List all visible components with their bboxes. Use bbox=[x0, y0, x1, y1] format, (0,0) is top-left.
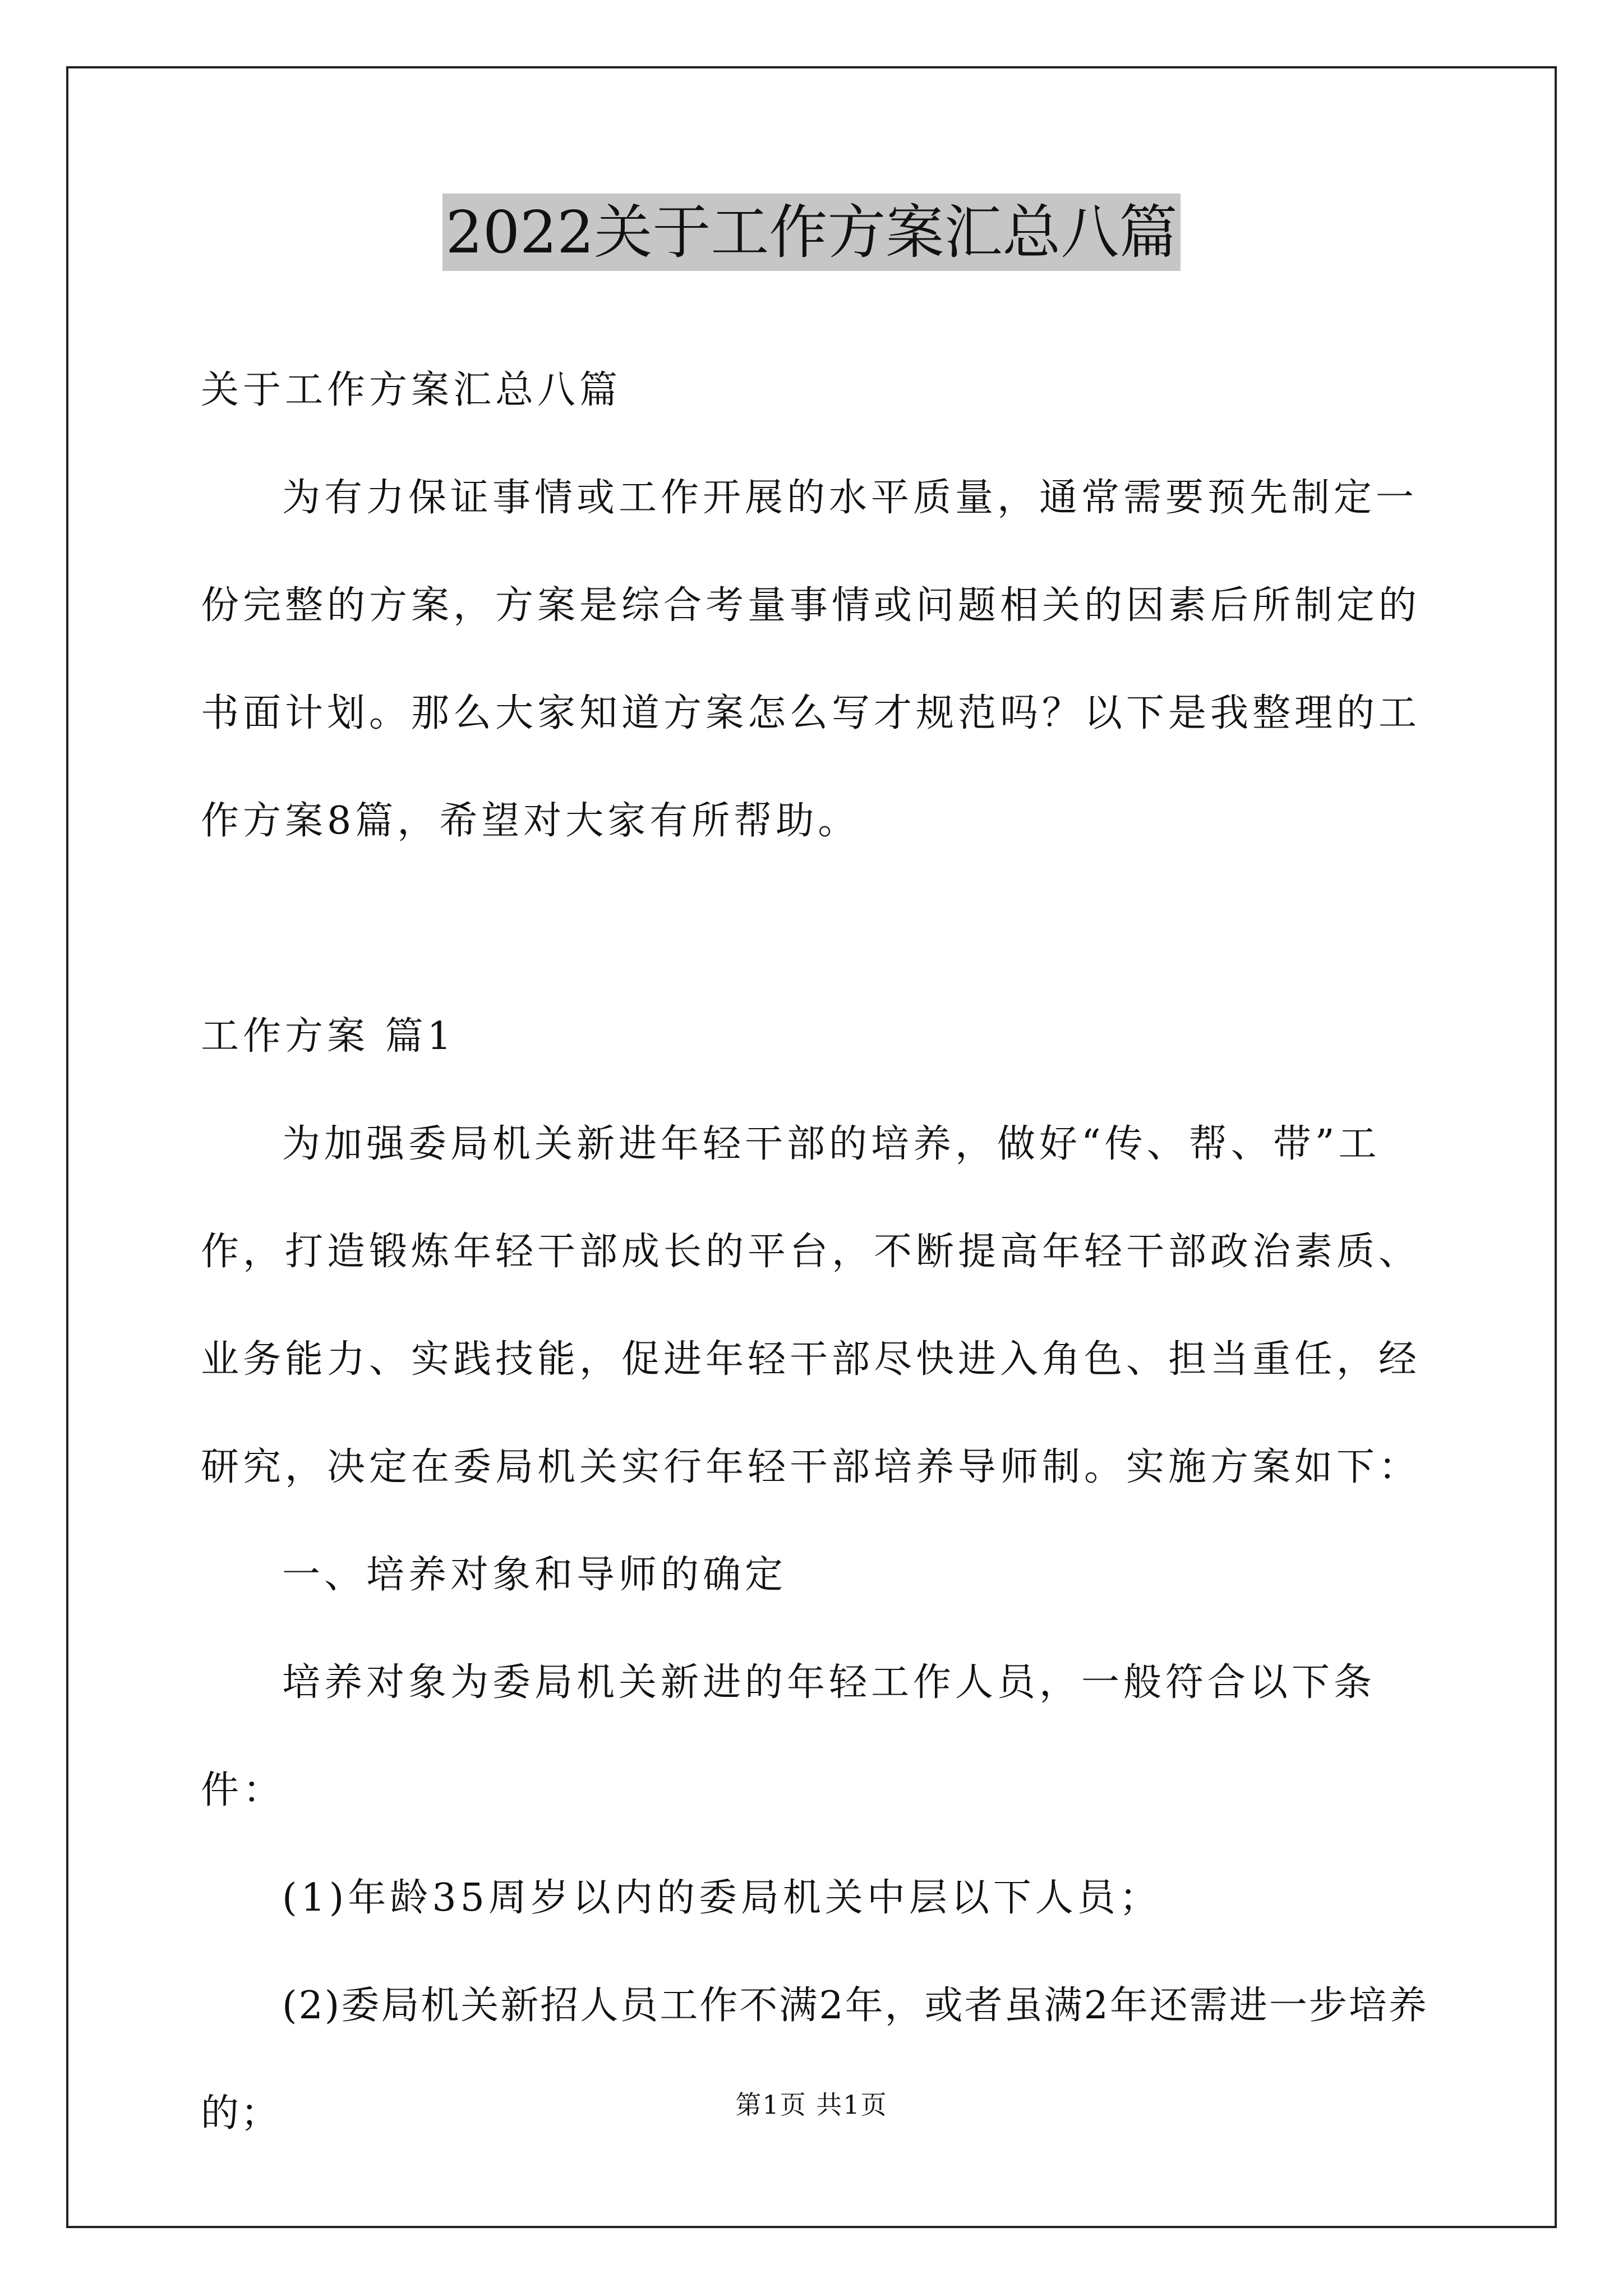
body-paragraph: 培养对象为委局机关新进的年轻工作人员，一般符合以下条件： bbox=[201, 1660, 1376, 1812]
body-paragraph: 一、培养对象和导师的确定 bbox=[282, 1553, 787, 1597]
page-footer: 第1页 共1页 bbox=[735, 2090, 888, 2120]
document-body bbox=[201, 337, 1430, 2168]
intro-paragraph: 为有力保证事情或工作开展的水平质量，通常需要预先制定一份完整的方案，方案是综合考量事情或问题相关的因素后所制定的书面计划。那么大家知道方案怎么写才规范吗？以下是我整理的工作方案8篇，希望对大家有所帮助。 bbox=[201, 476, 1421, 843]
document-title-text: 2022关于工作方案汇总八篇 bbox=[442, 194, 1181, 271]
document-subtitle: 关于工作方案汇总八篇 bbox=[201, 368, 622, 412]
body-paragraph: 为加强委局机关新进年轻干部的培养，做好“传、帮、带”工作，打造锻炼年轻干部成长的平台，不断提高年轻干部政治素质、业务能力、实践技能，促进年轻干部尽快进入角色、担当重任，经研究，决定在委局机关实行年轻干部培养导师制。实施方案如下： bbox=[201, 1122, 1421, 1489]
document-title bbox=[0, 194, 1623, 271]
section-heading: 工作方案 篇1 bbox=[201, 1014, 455, 1059]
list-item: (2)委局机关新招人员工作不满2年，或者虽满2年还需进一步培养的； bbox=[201, 1984, 1428, 2136]
list-item: (1)年龄35周岁以内的委局机关中层以下人员； bbox=[282, 1876, 1161, 1920]
